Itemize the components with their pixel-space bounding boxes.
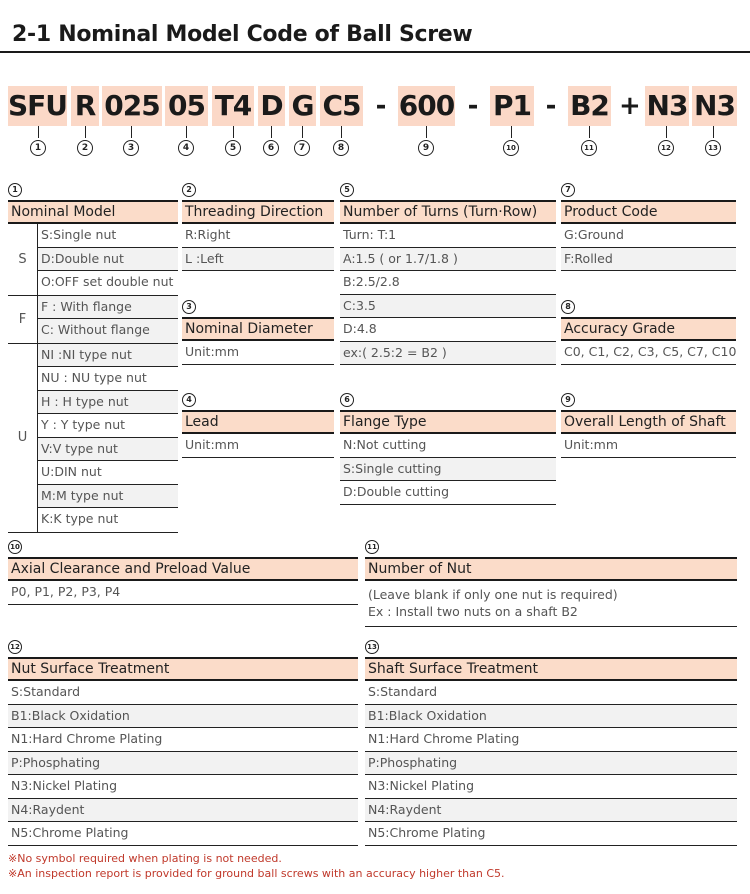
- note-line: (Leave blank if only one nut is required): [368, 587, 618, 602]
- code-separator: -: [545, 91, 557, 121]
- code-index-10: 10: [503, 140, 519, 156]
- group-label: U: [8, 344, 38, 532]
- section-nut-surface-treatment: [8, 637, 358, 846]
- section-shaft-surface-treatment: [365, 637, 737, 846]
- code-part-10: P1: [490, 86, 534, 126]
- list-item: S:Standard: [365, 681, 737, 705]
- list-item: D:Double cutting: [340, 481, 556, 505]
- list-item: U:DIN nut: [38, 461, 178, 485]
- list-item: P:Phosphating: [8, 752, 358, 776]
- section-overall-length: [561, 390, 736, 458]
- code-index-9: 9: [418, 140, 434, 156]
- list-item: C0, C1, C2, C3, C5, C7, C10: [561, 341, 736, 365]
- code-index-1: 1: [30, 140, 46, 156]
- section-threading-direction: [182, 180, 334, 271]
- section-header: Axial Clearance and Preload Value: [8, 557, 358, 581]
- code-part-5: T4: [212, 86, 254, 126]
- code-part-13: N3: [692, 86, 737, 126]
- list-item: P0, P1, P2, P3, P4: [8, 581, 358, 605]
- list-item: N4:Raydent: [8, 799, 358, 823]
- section-header: Number of Turns (Turn·Row): [340, 200, 556, 224]
- footnote-plating: ※No symbol required when plating is not needed.: [8, 852, 282, 865]
- code-part-12: N3: [645, 86, 689, 126]
- list-item: L :Left: [182, 248, 334, 272]
- section-header: Shaft Surface Treatment: [365, 657, 737, 681]
- code-separator: -: [467, 91, 479, 121]
- section-header: Lead: [182, 410, 334, 434]
- group-s: [8, 224, 178, 296]
- section-index: 5: [340, 183, 354, 197]
- section-accuracy-grade: [561, 297, 736, 365]
- list-item: NI :NI type nut: [38, 344, 178, 368]
- section-index: 12: [8, 640, 22, 654]
- list-item: Unit:mm: [561, 434, 736, 458]
- code-index-3: 3: [123, 140, 139, 156]
- list-item: ex:( 2.5:2 = B2 ): [340, 342, 556, 366]
- code-part-11: B2: [568, 86, 611, 126]
- section-header: Nut Surface Treatment: [8, 657, 358, 681]
- list-item: G:Ground: [561, 224, 736, 248]
- list-item: N5:Chrome Plating: [8, 822, 358, 846]
- list-item: R:Right: [182, 224, 334, 248]
- code-index-8: 8: [333, 140, 349, 156]
- list-item: F:Rolled: [561, 248, 736, 272]
- code-part-4: 05: [165, 86, 208, 126]
- section-product-code: [561, 180, 736, 271]
- footnote-inspection: ※An inspection report is provided for ground ball screws with an accuracy higher than C5.: [8, 867, 505, 880]
- list-item: [365, 581, 737, 627]
- list-item: H : H type nut: [38, 391, 178, 415]
- code-index-5: 5: [225, 140, 241, 156]
- section-nominal-diameter: [182, 297, 334, 365]
- section-index: 13: [365, 640, 379, 654]
- list-item: V:V type nut: [38, 438, 178, 462]
- list-item: B:2.5/2.8: [340, 271, 556, 295]
- section-header: Number of Nut: [365, 557, 737, 581]
- code-separator: +: [619, 91, 641, 121]
- section-header: Flange Type: [340, 410, 556, 434]
- section-index: 10: [8, 540, 22, 554]
- section-index: 2: [182, 183, 196, 197]
- list-item: N5:Chrome Plating: [365, 822, 737, 846]
- list-item: N:Not cutting: [340, 434, 556, 458]
- code-part-8: C5: [320, 86, 363, 126]
- section-index: 4: [182, 393, 196, 407]
- page-title: 2-1 Nominal Model Code of Ball Screw: [12, 22, 473, 47]
- group-u: [8, 344, 178, 533]
- note-line: Ex : Install two nuts on a shaft B2: [368, 604, 578, 619]
- title-divider: [0, 51, 750, 53]
- section-number-of-nut: [365, 537, 737, 627]
- code-separator: -: [375, 91, 387, 121]
- list-item: C:3.5: [340, 295, 556, 319]
- list-item: C: Without flange: [38, 319, 178, 343]
- list-item: NU : NU type nut: [38, 367, 178, 391]
- code-part-3: 025: [102, 86, 162, 126]
- list-item: Y : Y type nut: [38, 414, 178, 438]
- list-item: S:Single cutting: [340, 458, 556, 482]
- code-part-9: 600: [398, 86, 455, 126]
- list-item: N1:Hard Chrome Plating: [365, 728, 737, 752]
- section-index: 6: [340, 393, 354, 407]
- section-lead: [182, 390, 334, 458]
- list-item: N1:Hard Chrome Plating: [8, 728, 358, 752]
- list-item: F : With flange: [38, 296, 178, 320]
- code-part-7: G: [289, 86, 316, 126]
- code-index-11: 11: [581, 140, 597, 156]
- section-index: 9: [561, 393, 575, 407]
- section-flange-type: [340, 390, 556, 505]
- section-header: Accuracy Grade: [561, 317, 736, 341]
- code-part-6: D: [258, 86, 285, 126]
- list-item: B1:Black Oxidation: [8, 705, 358, 729]
- section-index: 7: [561, 183, 575, 197]
- code-part-1: SFU: [8, 86, 67, 126]
- list-item: N3:Nickel Plating: [365, 775, 737, 799]
- code-index-6: 6: [263, 140, 279, 156]
- list-item: S:Standard: [8, 681, 358, 705]
- code-index-13: 13: [705, 140, 721, 156]
- list-item: N3:Nickel Plating: [8, 775, 358, 799]
- section-header: Overall Length of Shaft: [561, 410, 736, 434]
- group-f: [8, 296, 178, 344]
- list-item: K:K type nut: [41, 511, 119, 526]
- list-item: Unit:mm: [182, 341, 334, 365]
- list-item: M:M type nut: [38, 485, 178, 509]
- group-label: S: [8, 224, 38, 295]
- list-item: N4:Raydent: [365, 799, 737, 823]
- list-item: B1:Black Oxidation: [365, 705, 737, 729]
- code-index-4: 4: [178, 140, 194, 156]
- section-header: Nominal Diameter: [182, 317, 334, 341]
- list-item: D:Double nut: [38, 248, 178, 272]
- section-index: 1: [8, 183, 22, 197]
- code-index-12: 12: [658, 140, 674, 156]
- section-header: Nominal Model: [8, 200, 178, 224]
- list-item: O:OFF set double nut: [41, 274, 174, 289]
- list-item: S:Single nut: [38, 224, 178, 248]
- section-axial-clearance: [8, 537, 358, 605]
- section-index: 8: [561, 300, 575, 314]
- list-item: A:1.5 ( or 1.7/1.8 ): [340, 248, 556, 272]
- list-item: Turn: T:1: [340, 224, 556, 248]
- section-number-of-turns: [340, 180, 556, 365]
- code-index-2: 2: [77, 140, 93, 156]
- section-header: Threading Direction: [182, 200, 334, 224]
- code-part-2: R: [71, 86, 99, 126]
- list-item: Unit:mm: [182, 434, 334, 458]
- section-index: 11: [365, 540, 379, 554]
- section-nominal-model: [8, 180, 178, 533]
- section-index: 3: [182, 300, 196, 314]
- list-item: D:4.8: [340, 318, 556, 342]
- code-index-7: 7: [294, 140, 310, 156]
- list-item: P:Phosphating: [365, 752, 737, 776]
- group-label: F: [8, 296, 38, 343]
- section-header: Product Code: [561, 200, 736, 224]
